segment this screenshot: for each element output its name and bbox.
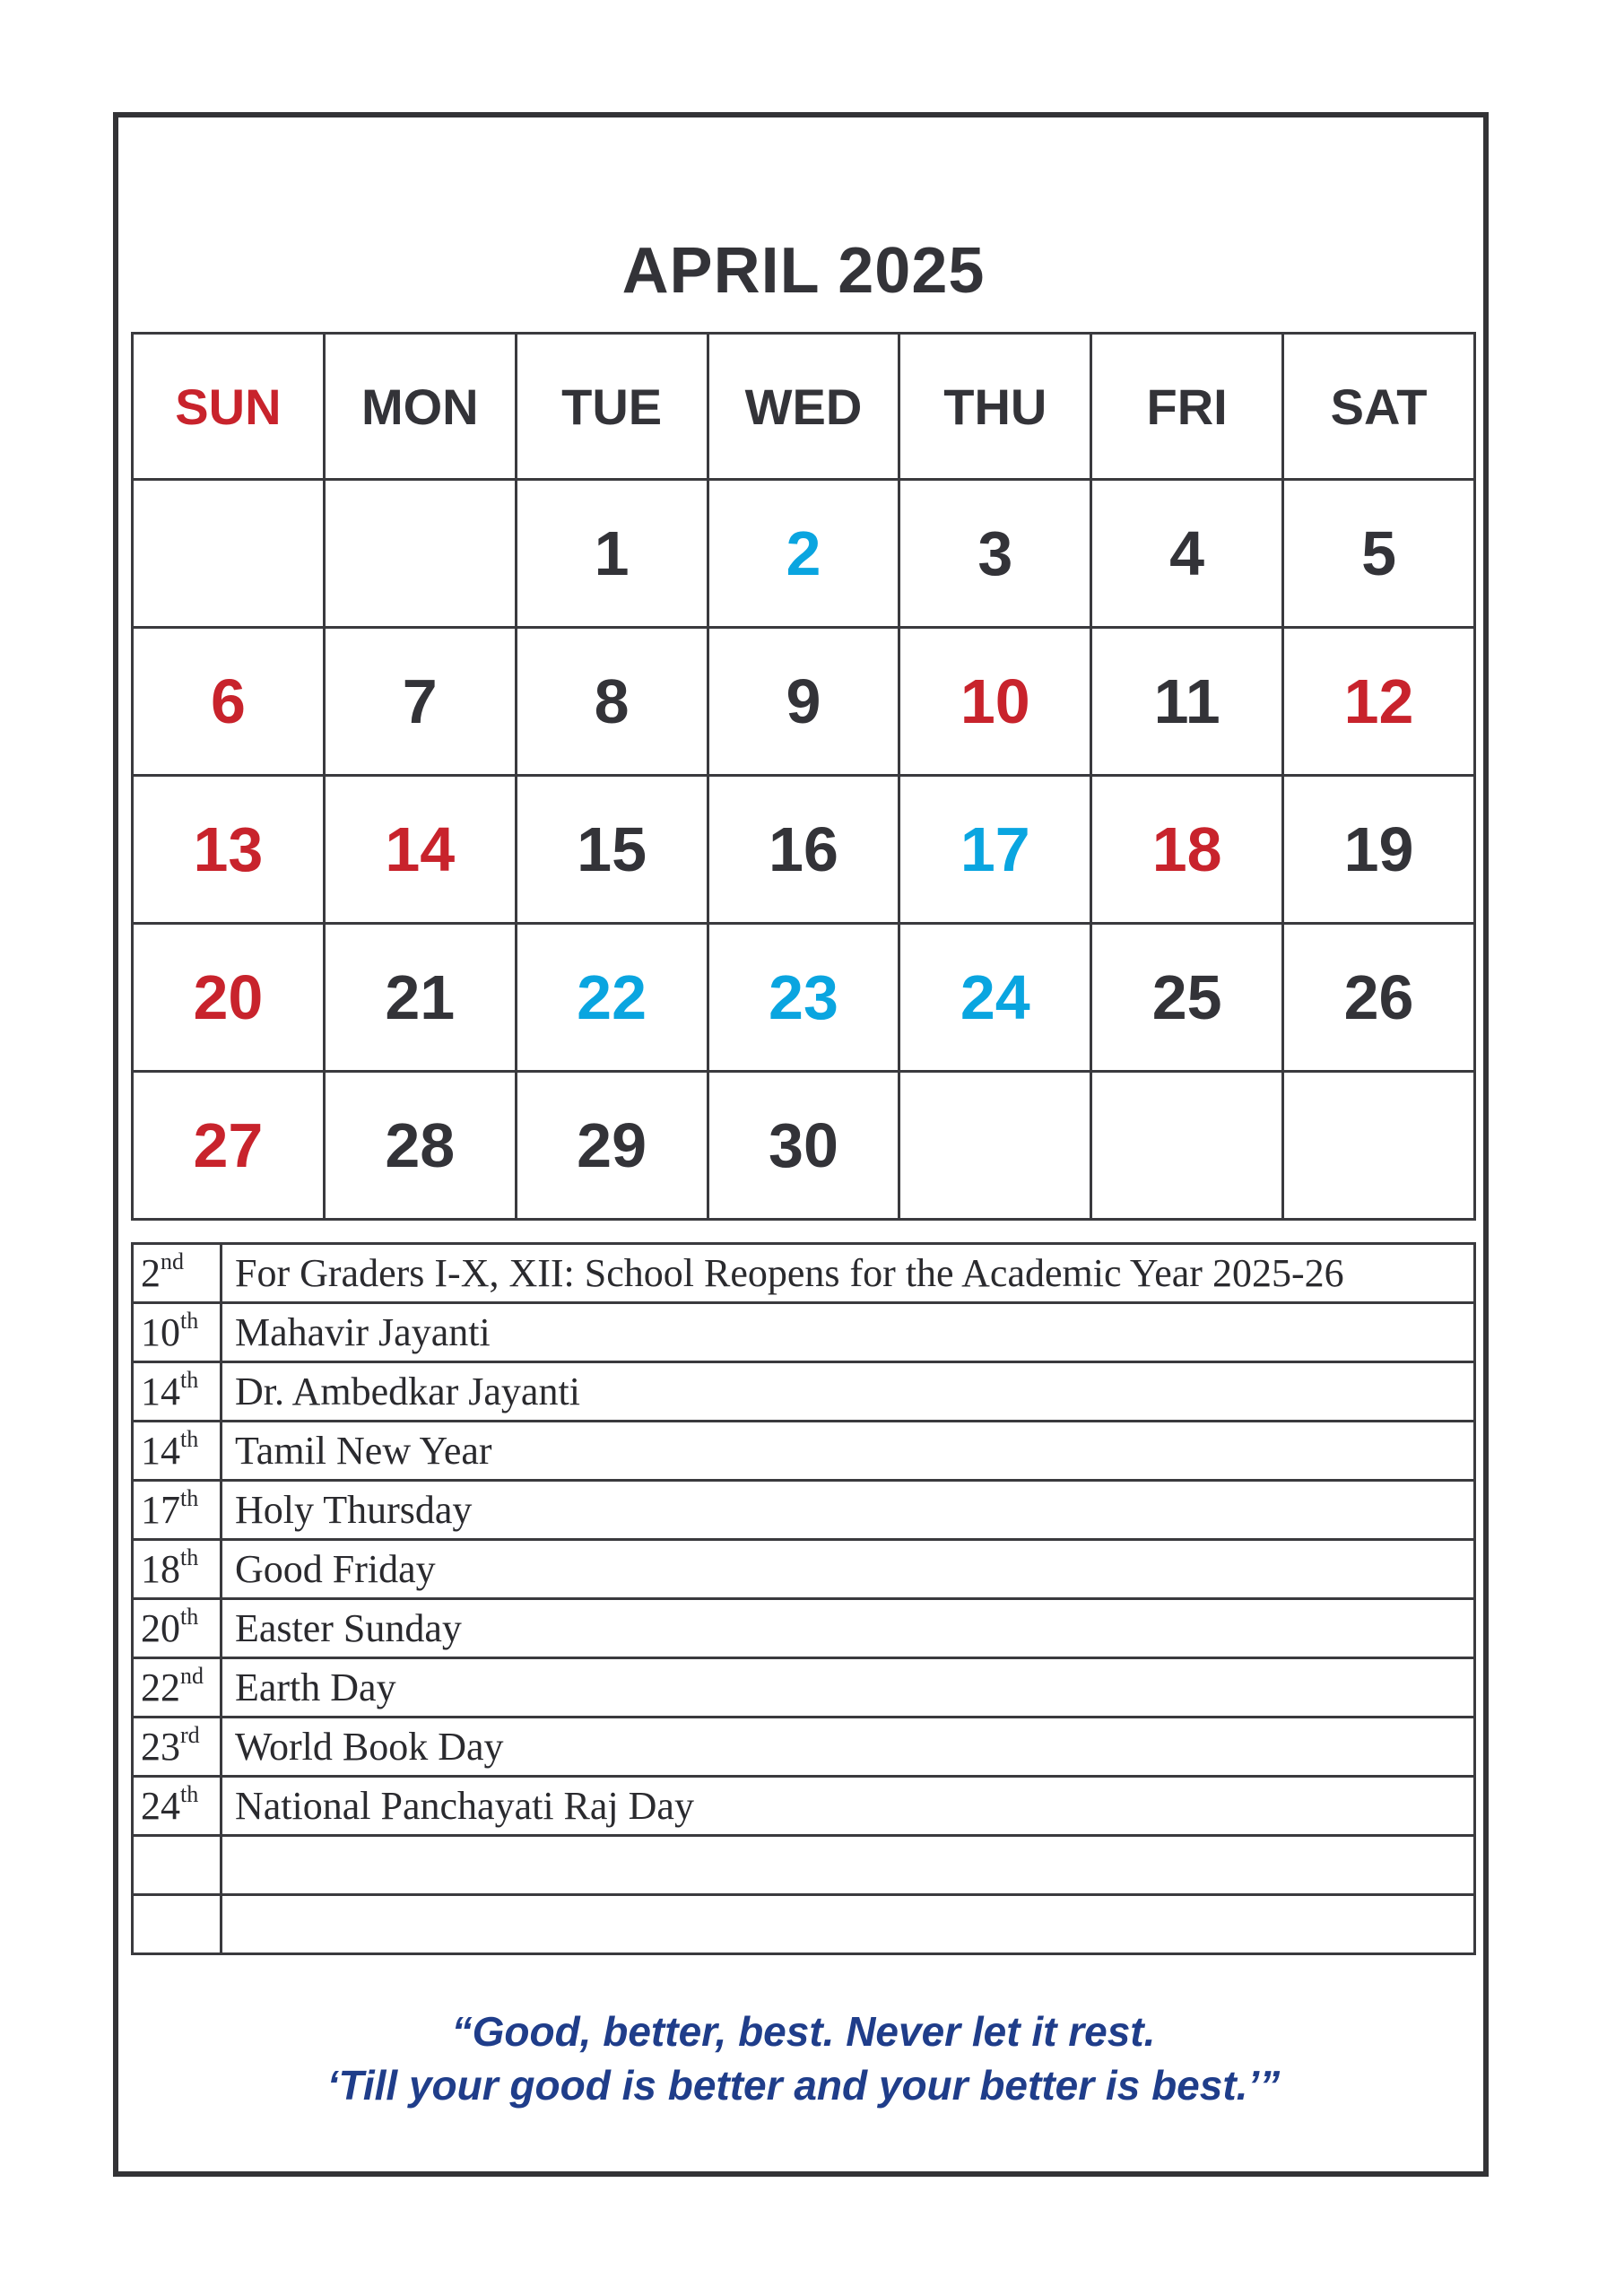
day-cell-25: 25 [1091,924,1283,1072]
event-day-suffix: nd [180,1663,204,1689]
event-description: Tamil New Year [222,1422,1475,1481]
events-table [131,1242,1476,1955]
day-cell-14: 14 [324,776,516,924]
event-date [133,1718,222,1777]
event-day-suffix: nd [161,1248,184,1274]
event-date [133,1422,222,1481]
day-cell-26: 26 [1283,924,1475,1072]
event-description: Earth Day [222,1658,1475,1718]
event-day-number: 20 [141,1606,180,1650]
event-description: Mahavir Jayanti [222,1303,1475,1362]
event-date [133,1481,222,1540]
event-day-number: 14 [141,1370,180,1413]
day-cell-22: 22 [516,924,708,1072]
event-day-suffix: th [180,1485,199,1511]
event-row [133,1777,1475,1836]
weekday-fri: FRI [1091,334,1283,480]
event-description: World Book Day [222,1718,1475,1777]
day-cell-4: 4 [1091,480,1283,628]
day-cell-8: 8 [516,628,708,776]
event-date [133,1777,222,1836]
week-row [133,776,1475,924]
day-cell-20: 20 [133,924,325,1072]
event-day-number: 10 [141,1310,180,1354]
day-cell-12: 12 [1283,628,1475,776]
weekday-sat: SAT [1283,334,1475,480]
event-day-suffix: th [180,1367,199,1393]
event-day-number: 23 [141,1725,180,1769]
event-date [133,1658,222,1718]
day-cell-5: 5 [1283,480,1475,628]
event-description: Easter Sunday [222,1599,1475,1658]
event-day-suffix: rd [180,1722,200,1748]
event-day-suffix: th [180,1308,199,1334]
event-date [133,1362,222,1422]
weekday-sun: SUN [133,334,325,480]
empty-day-cell [133,480,325,628]
weekday-header-row [133,334,1475,480]
day-cell-17: 17 [899,776,1091,924]
event-day-number: 17 [141,1488,180,1532]
event-row [133,1422,1475,1481]
quote-line-2: ‘Till your good is better and your better is best.’” [326,2062,1281,2109]
empty-day-cell [1091,1072,1283,1220]
weekday-mon: MON [324,334,516,480]
empty-day-cell [1283,1072,1475,1220]
event-day-number: 18 [141,1547,180,1591]
event-date [133,1599,222,1658]
event-row [133,1895,1475,1954]
event-row [133,1540,1475,1599]
event-row [133,1303,1475,1362]
day-cell-24: 24 [899,924,1091,1072]
day-cell-7: 7 [324,628,516,776]
event-day-suffix: th [180,1604,199,1630]
empty-day-cell [899,1072,1091,1220]
day-cell-1: 1 [516,480,708,628]
event-day-number: 24 [141,1784,180,1828]
event-description: Holy Thursday [222,1481,1475,1540]
day-cell-28: 28 [324,1072,516,1220]
event-description: National Panchayati Raj Day [222,1777,1475,1836]
event-description [222,1895,1475,1954]
day-cell-29: 29 [516,1072,708,1220]
event-date [133,1244,222,1303]
event-row [133,1658,1475,1718]
weekday-tue: TUE [516,334,708,480]
day-cell-3: 3 [899,480,1091,628]
event-date [133,1895,222,1954]
day-cell-30: 30 [708,1072,899,1220]
day-cell-9: 9 [708,628,899,776]
day-cell-13: 13 [133,776,325,924]
weekday-wed: WED [708,334,899,480]
day-cell-15: 15 [516,776,708,924]
event-row [133,1362,1475,1422]
event-date [133,1303,222,1362]
empty-day-cell [324,480,516,628]
week-row [133,924,1475,1072]
event-date [133,1836,222,1895]
day-cell-6: 6 [133,628,325,776]
event-description: Good Friday [222,1540,1475,1599]
day-cell-16: 16 [708,776,899,924]
quote-line-1: “Good, better, best. Never let it rest. [451,2008,1156,2055]
day-cell-10: 10 [899,628,1091,776]
day-cell-27: 27 [133,1072,325,1220]
event-description: Dr. Ambedkar Jayanti [222,1362,1475,1422]
event-day-suffix: th [180,1544,199,1570]
calendar-grid [131,332,1476,1221]
event-day-number: 2 [141,1251,161,1295]
calendar-body [133,480,1475,1220]
week-row [133,628,1475,776]
day-cell-21: 21 [324,924,516,1072]
page-title: APRIL 2025 [621,235,986,307]
day-cell-2: 2 [708,480,899,628]
day-cell-11: 11 [1091,628,1283,776]
event-description [222,1836,1475,1895]
day-cell-19: 19 [1283,776,1475,924]
event-row [133,1481,1475,1540]
weekday-thu: THU [899,334,1091,480]
day-cell-18: 18 [1091,776,1283,924]
day-cell-23: 23 [708,924,899,1072]
event-row [133,1718,1475,1777]
event-day-number: 22 [141,1665,180,1709]
week-row [133,480,1475,628]
event-day-suffix: th [180,1426,199,1452]
event-row [133,1244,1475,1303]
event-day-number: 14 [141,1429,180,1473]
week-row [133,1072,1475,1220]
event-row [133,1836,1475,1895]
quote [0,2005,1607,2112]
event-description: For Graders I-X, XII: School Reopens for the Academic Year 2025-26 [222,1244,1475,1303]
event-row [133,1599,1475,1658]
event-date [133,1540,222,1599]
event-day-suffix: th [180,1781,199,1807]
